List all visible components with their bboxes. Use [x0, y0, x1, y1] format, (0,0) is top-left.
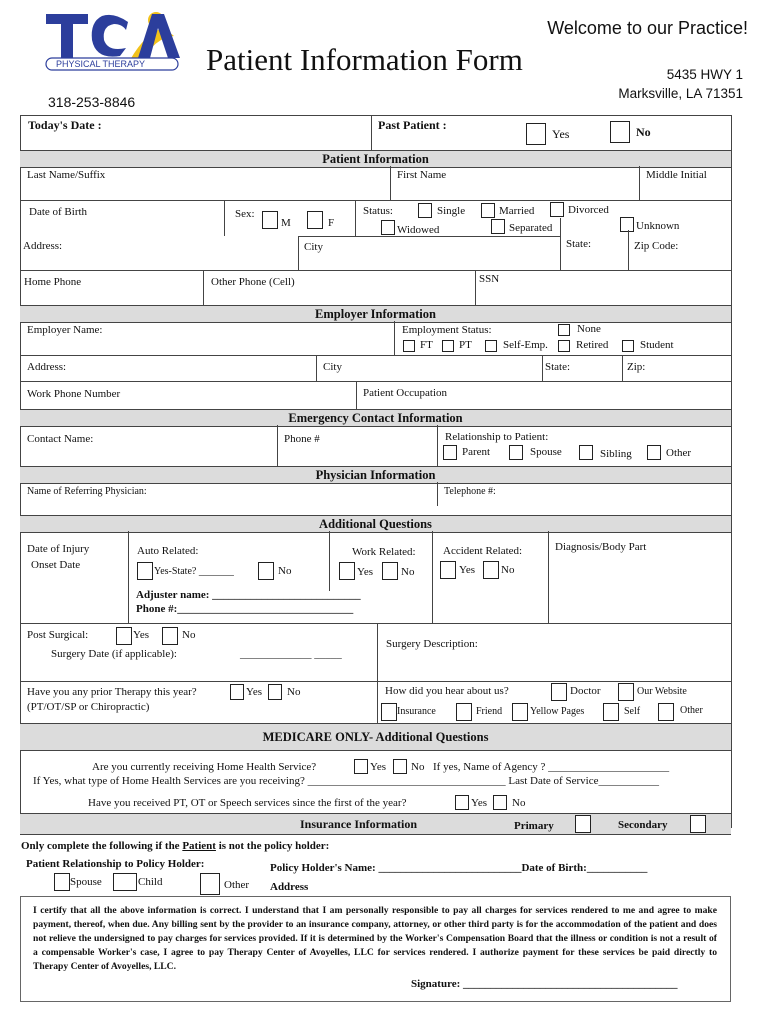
hear-about-label: How did you hear about us?	[385, 685, 509, 697]
tca-logo	[42, 8, 182, 72]
dob-label: Date of Birth	[29, 206, 88, 218]
insurance-heading: Insurance Information	[300, 817, 418, 831]
physician-phone-label: Telephone #:	[444, 486, 496, 497]
emp-address-label: Address:	[27, 361, 67, 373]
address-label: Address:	[23, 240, 63, 252]
medicare-q1-no-label: No	[411, 761, 425, 773]
practice-phone: 318-253-8846	[48, 94, 136, 110]
middle-initial-label: Middle Initial	[646, 169, 707, 181]
status-widowed-checkbox[interactable]	[381, 220, 395, 235]
hear-yellow-label: Yellow Pages	[530, 706, 585, 717]
onset-label: Onset Date	[31, 559, 81, 571]
past-patient-no-checkbox[interactable]	[610, 121, 630, 143]
emp-self-checkbox[interactable]	[485, 340, 497, 352]
auto-no-label: No	[278, 565, 292, 577]
work-yes-label: Yes	[357, 566, 374, 578]
medicare-q1-yes-checkbox[interactable]	[354, 759, 368, 774]
prior-yes-label: Yes	[246, 686, 263, 698]
emp-retired-label: Retired	[576, 339, 609, 351]
address-line1: 5435 HWY 1	[666, 67, 743, 82]
holder-other-checkbox[interactable]	[200, 873, 220, 895]
accident-related-label: Accident Related:	[443, 545, 523, 557]
medicare-q3-no-label: No	[512, 797, 526, 809]
status-separated-label: Separated	[509, 222, 553, 234]
rel-spouse-label: Spouse	[530, 446, 562, 458]
contact-name-label: Contact Name:	[27, 433, 94, 445]
auto-yes-checkbox[interactable]	[137, 562, 153, 580]
sex-male-label: M	[281, 217, 291, 229]
auto-related-label: Auto Related:	[137, 545, 199, 557]
prior-yes-checkbox[interactable]	[230, 684, 244, 700]
prior-therapy-sub: (PT/OT/SP or Chiropractic)	[27, 701, 150, 713]
auto-yes-label: Yes-State? _______	[154, 566, 234, 577]
past-patient-no-label: No	[636, 125, 651, 139]
sex-female-checkbox[interactable]	[307, 211, 323, 229]
status-single-label: Single	[437, 205, 466, 217]
emp-self-label: Self-Emp.	[503, 339, 548, 351]
patient-info-heading: Patient Information	[20, 150, 731, 168]
hear-self-checkbox[interactable]	[603, 703, 619, 721]
past-patient-yes-checkbox[interactable]	[526, 123, 546, 145]
zip-label: Zip Code:	[634, 240, 679, 252]
rel-spouse-checkbox[interactable]	[509, 445, 523, 460]
policy-holder-address[interactable]: Address	[270, 881, 309, 893]
rel-parent-checkbox[interactable]	[443, 445, 457, 460]
logo-subtitle: PHYSICAL THERAPY	[56, 59, 146, 69]
primary-label: Primary	[514, 820, 554, 832]
contact-phone-label: Phone #	[284, 433, 320, 445]
hear-friend-checkbox[interactable]	[456, 703, 472, 721]
hear-other-checkbox[interactable]	[658, 703, 674, 721]
hear-self-label: Self	[624, 706, 641, 717]
work-yes-checkbox[interactable]	[339, 562, 355, 580]
relationship-holder-label: Patient Relationship to Policy Holder:	[26, 858, 205, 870]
accident-no-label: No	[501, 564, 515, 576]
status-single-checkbox[interactable]	[418, 203, 432, 218]
sex-male-checkbox[interactable]	[262, 211, 278, 229]
hear-insurance-label: Insurance	[397, 706, 436, 717]
status-label: Status:	[363, 205, 393, 217]
policy-holder-line[interactable]: Policy Holder's Name: __________________________Date of Birth:___________	[270, 862, 648, 874]
hear-insurance-checkbox[interactable]	[381, 703, 397, 721]
employment-status-label: Employment Status:	[402, 324, 492, 336]
post-surgical-yes-checkbox[interactable]	[116, 627, 132, 645]
hear-other-label: Other	[680, 705, 703, 716]
physician-heading: Physician Information	[20, 466, 731, 484]
emp-zip-label: Zip:	[627, 361, 646, 373]
rel-parent-label: Parent	[462, 446, 491, 458]
home-phone-label: Home Phone	[24, 276, 82, 288]
post-surgical-no-label: No	[182, 629, 196, 641]
holder-spouse-checkbox[interactable]	[54, 873, 70, 891]
address-line2: Marksville, LA 71351	[618, 86, 743, 101]
emergency-heading: Emergency Contact Information	[20, 409, 731, 427]
other-phone-label: Other Phone (Cell)	[211, 276, 295, 288]
hear-doctor-checkbox[interactable]	[551, 683, 567, 701]
medicare-q3-yes-label: Yes	[471, 797, 488, 809]
status-married-label: Married	[499, 205, 535, 217]
auto-no-checkbox[interactable]	[258, 562, 274, 580]
sex-label: Sex:	[235, 208, 255, 220]
accident-yes-checkbox[interactable]	[440, 561, 456, 579]
work-no-label: No	[401, 566, 415, 578]
post-surgical-label: Post Surgical:	[27, 629, 89, 641]
medicare-q3: Have you received PT, OT or Speech services since the first of the year?	[88, 797, 407, 809]
certification-text: I certify that all the above information is correct. I understand that I am personally responsible to pay all charges for services rendered to me and agree to make payment, thereof, when due. Any billing sent by the provider to an insurance company, attorney, or other third party is for the accommodation of the patient and does not relieve the undersigned to pay charges for services provided. If it is determined by the Worker's Compensation Board that the illness or condition is not a result of a compensable Worker's case, I agree to pay Therapy Center of Avoyelles, LLC for services rendered. I authorize payment for these services be paid directly to Therapy Center of Avoyelles, LLC.	[33, 905, 717, 972]
doi-label: Date of Injury	[27, 543, 90, 555]
status-unknown-checkbox[interactable]	[620, 217, 634, 232]
surgery-description-label: Surgery Description:	[386, 638, 478, 650]
city-label: City	[304, 241, 323, 253]
signature-line[interactable]: Signature: _______________________________________	[411, 978, 678, 990]
hear-doctor-label: Doctor	[570, 685, 601, 697]
only-complete-note: Only complete the following if the Patient is not the policy holder:	[21, 840, 330, 852]
emp-none-checkbox[interactable]	[558, 324, 570, 336]
additional-heading: Additional Questions	[20, 515, 731, 533]
status-divorced-checkbox[interactable]	[550, 202, 564, 217]
emp-ft-checkbox[interactable]	[403, 340, 415, 352]
medicare-heading: MEDICARE ONLY- Additional Questions	[20, 723, 731, 751]
holder-other-label: Other	[224, 879, 250, 891]
emp-state-label: State:	[545, 361, 571, 373]
prior-no-checkbox[interactable]	[268, 684, 282, 700]
medicare-q3-yes-checkbox[interactable]	[455, 795, 469, 810]
medicare-q1-no-checkbox[interactable]	[393, 759, 407, 774]
employer-name-label: Employer Name:	[27, 324, 103, 336]
todays-date-label: Today's Date :	[28, 118, 102, 132]
emp-student-label: Student	[640, 339, 674, 351]
relationship-label: Relationship to Patient:	[445, 431, 549, 443]
post-surgical-yes-label: Yes	[133, 629, 150, 641]
holder-spouse-label: Spouse	[70, 876, 102, 888]
diagnosis-label: Diagnosis/Body Part	[555, 541, 647, 553]
status-separated-checkbox[interactable]	[491, 219, 505, 234]
status-married-checkbox[interactable]	[481, 203, 495, 218]
hear-friend-label: Friend	[476, 706, 503, 717]
emp-none-label: None	[577, 323, 601, 335]
emp-student-checkbox[interactable]	[622, 340, 634, 352]
emp-pt-checkbox[interactable]	[442, 340, 454, 352]
surgery-date-label: Surgery Date (if applicable):	[51, 648, 177, 660]
last-name-label: Last Name/Suffix	[27, 169, 106, 181]
secondary-checkbox[interactable]	[690, 815, 706, 833]
ssn-label: SSN	[479, 273, 500, 285]
rel-sibling-label: Sibling	[600, 448, 632, 460]
accident-no-checkbox[interactable]	[483, 561, 499, 579]
first-name-label: First Name	[397, 169, 447, 181]
referring-physician-label: Name of Referring Physician:	[27, 486, 147, 497]
adjuster-phone: Phone #:________________________________	[136, 603, 354, 615]
status-widowed-label: Widowed	[397, 224, 440, 236]
primary-checkbox[interactable]	[575, 815, 591, 833]
occupation-label: Patient Occupation	[363, 387, 448, 399]
status-divorced-label: Divorced	[568, 204, 609, 216]
secondary-label: Secondary	[618, 819, 668, 831]
medicare-q3-no-checkbox[interactable]	[493, 795, 507, 810]
rel-other-label: Other	[666, 447, 692, 459]
sex-female-label: F	[328, 217, 335, 229]
post-surgical-no-checkbox[interactable]	[162, 627, 178, 645]
rel-sibling-checkbox[interactable]	[579, 445, 593, 460]
emp-ft-label: FT	[420, 339, 433, 351]
hear-yellow-checkbox[interactable]	[512, 703, 528, 721]
hear-website-checkbox[interactable]	[618, 683, 634, 701]
state-label: State:	[566, 238, 592, 250]
holder-child-checkbox[interactable]	[113, 873, 137, 891]
work-related-label: Work Related:	[352, 546, 416, 558]
past-patient-label: Past Patient :	[378, 118, 447, 132]
accident-yes-label: Yes	[459, 564, 476, 576]
prior-therapy-label: Have you any prior Therapy this year?	[27, 686, 197, 698]
prior-no-label: No	[287, 686, 301, 698]
past-patient-yes-label: Yes	[552, 127, 570, 141]
hear-website-label: Our Website	[637, 686, 687, 697]
medicare-q1: Are you currently receiving Home Health Service?	[92, 761, 317, 773]
employer-info-heading: Employer Information	[20, 305, 731, 323]
surgery-date-line[interactable]: _____________ _____	[240, 648, 342, 660]
emp-pt-label: PT	[459, 339, 472, 351]
emp-retired-checkbox[interactable]	[558, 340, 570, 352]
holder-child-label: Child	[138, 876, 163, 888]
welcome-text: Welcome to our Practice!	[547, 18, 748, 38]
work-phone-label: Work Phone Number	[27, 388, 121, 400]
medicare-agency[interactable]: If yes, Name of Agency ? ______________________	[433, 761, 670, 773]
status-unknown-label: Unknown	[636, 220, 680, 232]
rel-other-checkbox[interactable]	[647, 445, 661, 460]
work-no-checkbox[interactable]	[382, 562, 398, 580]
form-title: Patient Information Form	[206, 42, 523, 77]
medicare-q1-yes-label: Yes	[370, 761, 387, 773]
adjuster-name: Adjuster name: ___________________________	[136, 589, 361, 601]
emp-city-label: City	[323, 361, 342, 373]
medicare-q2: If Yes, what type of Home Health Services are you receiving? ____________________________________ Last Date of Service___________	[33, 775, 659, 787]
